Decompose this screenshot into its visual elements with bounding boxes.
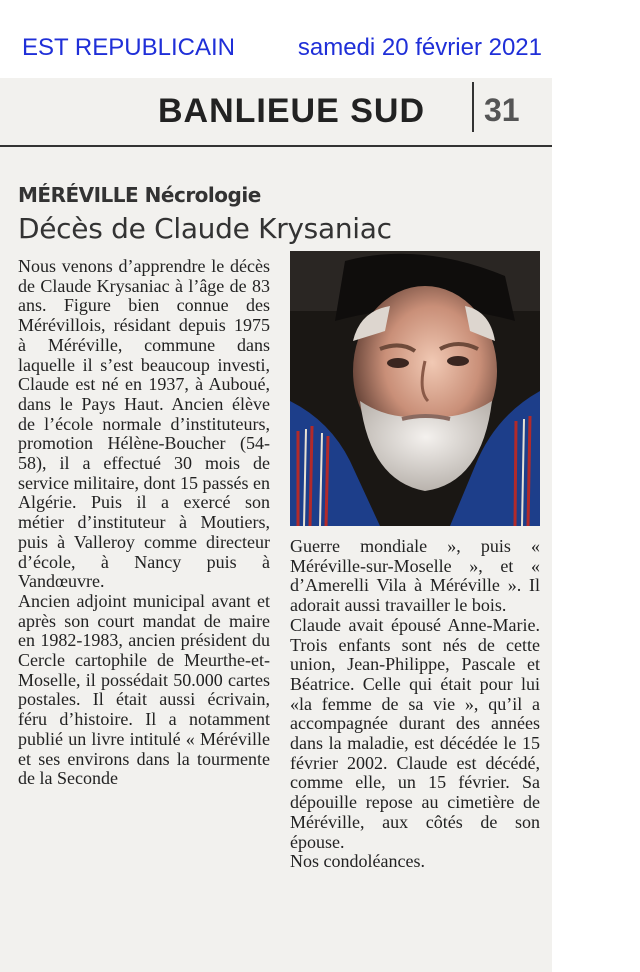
section-title: BANLIEUE SUD (158, 92, 426, 130)
page-number: 31 (484, 92, 520, 128)
article-paragraph: Claude avait épousé Anne-Marie. Trois enfants sont nés de cette union, Jean-Philippe, Pascale et Béatrice. Celle qui était pour lui «la femme de sa vie », qu’il a accompagnée durant des années dans la maladie, est décédée le 15 février 2002. Claude est décédé, comme elle, un 15 février. Sa dépouille repose au cimetière de Méréville, aux côtés de son épouse. (290, 614, 540, 852)
header-rule (0, 145, 552, 147)
publication-date: samedi 20 février 2021 (297, 34, 542, 61)
newspaper-name: EST REPUBLICAIN (22, 34, 235, 61)
article-paragraph: Guerre mondiale », puis « Méréville-sur-Moselle », et « d’Amerelli Vila à Méréville ». Il adorait aussi travailler le bois. (290, 536, 540, 616)
section-divider (472, 82, 474, 132)
article-paragraph: Nos condoléances. (290, 851, 425, 872)
portrait-photo-icon (290, 251, 540, 526)
article-headline: Décès de Claude Krysaniac (18, 212, 392, 245)
portrait-photo (290, 251, 540, 526)
article-kicker: MÉRÉVILLE Nécrologie (18, 183, 261, 207)
source-caption (22, 34, 542, 62)
article-column-right (290, 537, 540, 872)
article-column-left (18, 257, 270, 789)
article-paragraph: Ancien adjoint municipal avant et après son court mandat de maire en 1982-1983, ancien président du Cercle cartophile de Meurthe-et-Moselle, il possédait 50.000 cartes postales. Il était aussi écrivain, féru d’histoire. Il a notamment publié un livre intitulé « Méréville et ses environs dans la tourmente de la Seconde (18, 590, 270, 789)
article-paragraph: Nous venons d’apprendre le décès de Claude Krysaniac à l’âge de 83 ans. Figure bien connue des Mérévillois, résidant depuis 1975 à Méréville, commune dans laquelle il s’est beaucoup investi, Claude est né en 1937, à Auboué, dans le Pays Haut. Ancien élève de l’école normale d’instituteurs, promotion Hélène-Boucher (54-58), il a effectué 30 mois de service militaire, dont 15 passés en Algérie. Puis il a exercé son métier d’instituteur à Moutiers, puis à Valleroy comme directeur d’école, à Nancy puis à Vandœuvre. (18, 256, 270, 592)
